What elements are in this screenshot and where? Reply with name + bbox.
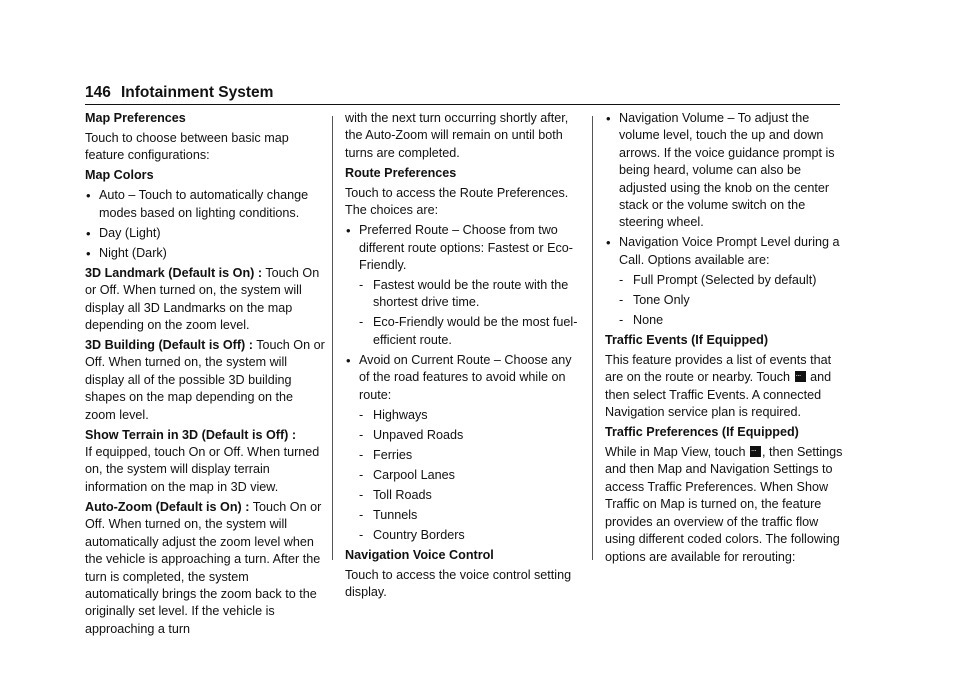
list-item: • Day (Light) <box>85 225 325 242</box>
menu-icon <box>795 371 806 382</box>
autozoom-paragraph <box>85 499 325 638</box>
page-header <box>85 84 840 105</box>
sub-list-item: - Tunnels <box>345 507 583 524</box>
landmark-text: Touch On or Off. When turned on, the system will display all 3D Landmarks on the map depending on the zoom level. <box>85 265 320 333</box>
traffic-events-heading: Traffic Events (If Equipped) <box>605 332 769 347</box>
map-preferences-heading: Map Preferences <box>85 111 186 125</box>
traffic-events-text-b: and then select Traffic Events. A connected Navigation service plan is required. <box>605 370 832 420</box>
map-preferences-text: Touch to choose between basic map feature configurations: <box>85 131 289 163</box>
voice-control-text: Touch to access the voice control setting display. <box>345 567 572 600</box>
sub-list-item: - Eco-Friendly would be the most fuel-efficient route. <box>345 314 583 349</box>
column-3 <box>605 110 843 569</box>
column-divider-1 <box>332 116 333 560</box>
building-text: Touch On or Off. When turned on, the system will display all of the possible 3D building shapes on the map depending on the zoom level. <box>85 338 325 422</box>
traffic-events-paragraph <box>605 352 843 422</box>
landmark-paragraph <box>85 265 325 335</box>
traffic-preferences-paragraph <box>605 444 843 566</box>
traffic-preferences-text-b: , then Settings and then Map and Navigation Settings to access Traffic Preferences. When Show Traffic on Map is turned on, the feature provides an overview of the traffic flow using different coded colors. The following options are available for rerouting: <box>605 445 843 564</box>
map-colors-heading: Map Colors <box>85 168 154 183</box>
terrain-label: Show Terrain in 3D (Default is Off) : <box>85 427 297 442</box>
route-preferences-heading: Route Preferences <box>345 165 457 180</box>
terrain-text: If equipped, touch On or Off. When turned on, the system will display terrain information on the map in 3D view. <box>85 445 320 494</box>
sub-list-item: - Unpaved Roads <box>345 427 583 444</box>
building-label: 3D Building (Default is Off) : <box>85 338 253 353</box>
autozoom-text: Touch On or Off. When turned on, the system will automatically adjust the zoom level when the vehicle is approaching a turn. After the turn is completed, the system automatically brings the zoom back to the originally set level. If the vehicle is approaching a turn <box>85 499 322 636</box>
sub-list-item: - None <box>605 312 843 329</box>
list-item: • Navigation Voice Prompt Level during a Call. Options available are: <box>605 234 843 269</box>
voice-control-heading: Navigation Voice Control <box>345 547 494 562</box>
sub-list-item: - Ferries <box>345 447 583 464</box>
sub-list-item: - Fastest would be the route with the shortest drive time. <box>345 277 583 312</box>
traffic-preferences-text-a: While in Map View, touch <box>605 445 746 460</box>
route-preferences-text: Touch to access the Route Preferences. The choices are: <box>345 185 569 218</box>
landmark-label: 3D Landmark (Default is On) : <box>85 265 263 280</box>
section-title: Infotainment System <box>121 84 274 101</box>
traffic-preferences-heading: Traffic Preferences (If Equipped) <box>605 425 799 440</box>
column-divider-2 <box>592 116 593 560</box>
terrain-paragraph <box>85 427 325 497</box>
sub-list-item: - Full Prompt (Selected by default) <box>605 272 843 289</box>
list-item: • Preferred Route – Choose from two different route options: Fastest or Eco-Friendly. <box>345 222 583 274</box>
menu-icon <box>750 446 761 457</box>
list-item: • Avoid on Current Route – Choose any of the road features to avoid while on route: <box>345 352 583 404</box>
continued-text: with the next turn occurring shortly after, the Auto-Zoom will remain on until both turns are completed. <box>345 111 569 160</box>
column-1 <box>85 110 325 641</box>
sub-list-item: - Country Borders <box>345 527 583 544</box>
page-number: 146 <box>85 84 111 101</box>
autozoom-label: Auto-Zoom (Default is On) : <box>85 499 250 514</box>
list-item: • Auto – Touch to automatically change modes based on lighting conditions. <box>85 187 325 222</box>
sub-list-item: - Toll Roads <box>345 487 583 504</box>
sub-list-item: - Tone Only <box>605 292 843 309</box>
sub-list-item: - Carpool Lanes <box>345 467 583 484</box>
traffic-events-text-a: This feature provides a list of events that are on the route or nearby. Touch <box>605 352 832 385</box>
list-item: • Navigation Volume – To adjust the volume level, touch the up and down arrows. If the voice guidance prompt is being heard, volume can also be adjusted using the knob on the center stack or the volume switch on the steering wheel. <box>605 110 843 232</box>
column-2 <box>345 110 583 604</box>
list-item: • Night (Dark) <box>85 245 325 262</box>
sub-list-item: - Highways <box>345 407 583 424</box>
building-paragraph <box>85 337 325 424</box>
